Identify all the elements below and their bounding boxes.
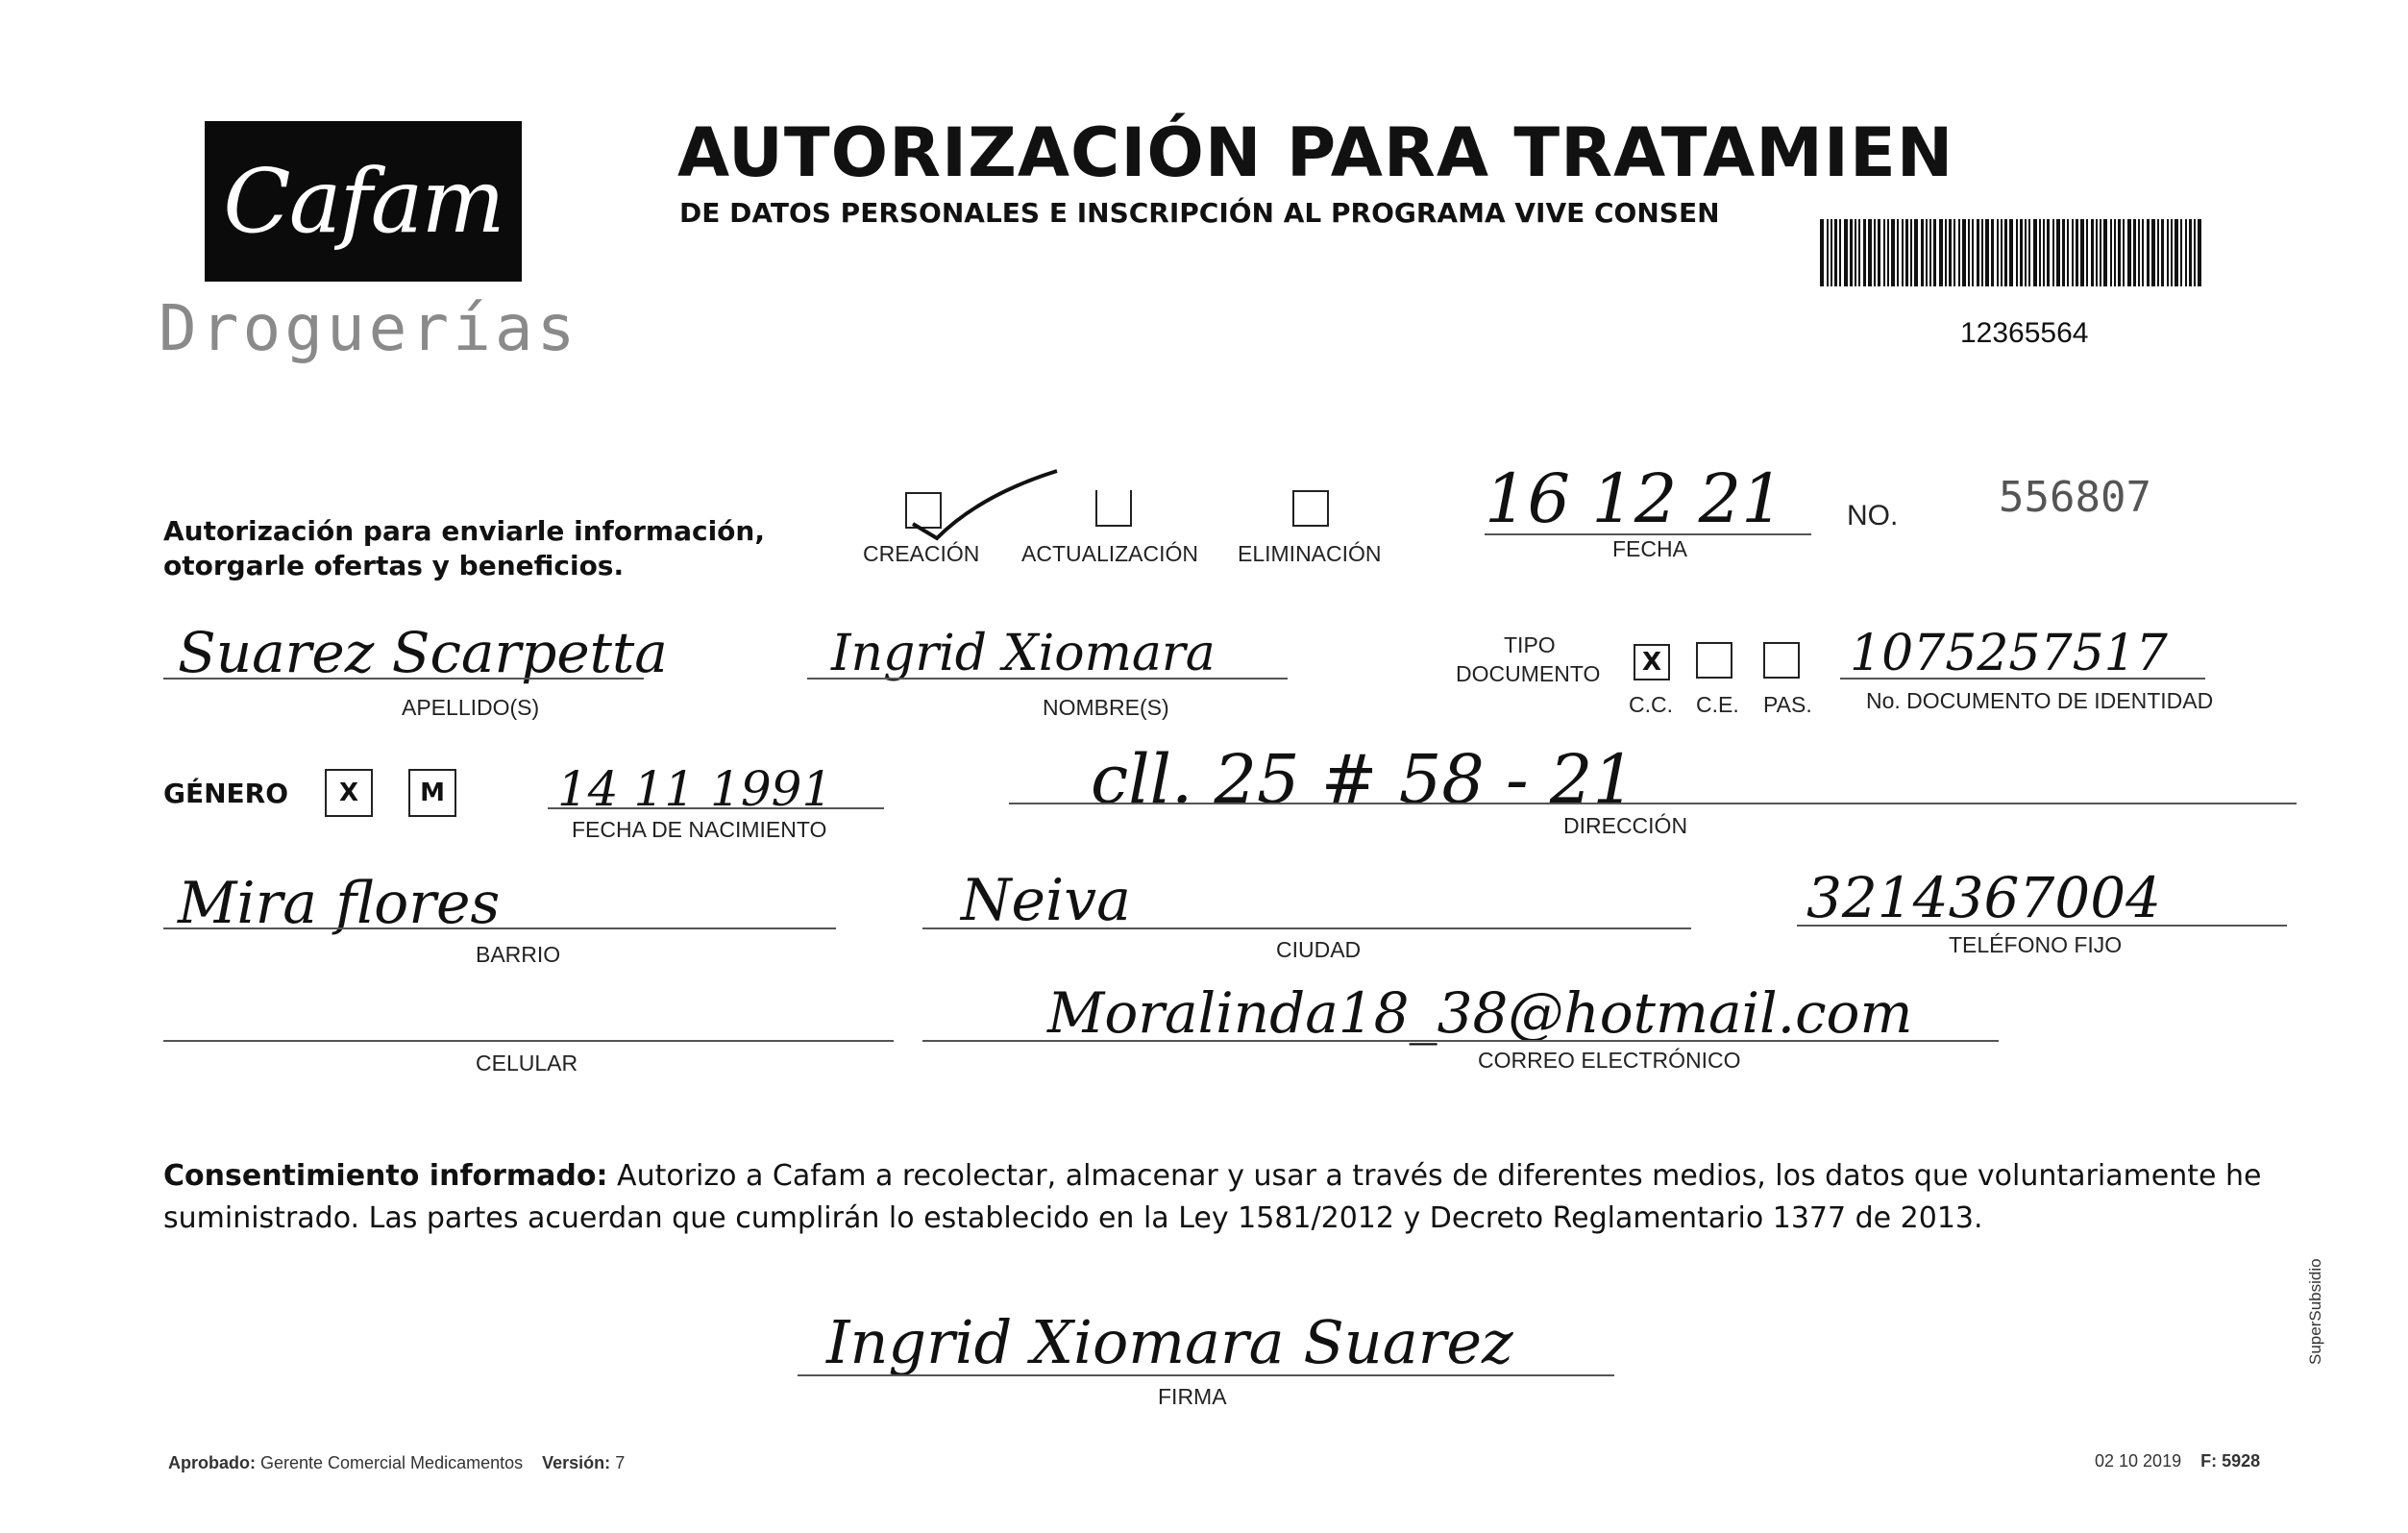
update-checkbox[interactable]: [1095, 490, 1132, 527]
gender-label: GÉNERO: [163, 778, 289, 809]
barcode-bar: [2091, 219, 2094, 286]
barcode-bar: [1985, 219, 1989, 286]
barcode-bar: [1858, 219, 1860, 286]
barcode-bar: [2020, 219, 2023, 286]
barcode-bar: [2118, 219, 2121, 286]
cell-label: CELULAR: [476, 1051, 578, 1076]
doc-number-value: 1075257517: [1850, 625, 2168, 682]
phone-label: TELÉFONO FIJO: [1949, 932, 2123, 957]
barcode-bar: [2180, 219, 2182, 286]
barcode-bar: [1874, 219, 1876, 286]
barcode-bar: [1827, 219, 1829, 286]
barcode-bar: [2016, 219, 2018, 286]
delete-label: ELIMINACIÓN: [1238, 541, 1382, 566]
barcode-bar: [2133, 219, 2136, 286]
form-title: AUTORIZACIÓN PARA TRATAMIEN: [677, 113, 1954, 192]
update-label: ACTUALIZACIÓN: [1021, 541, 1199, 566]
barcode-bar: [1968, 219, 1970, 286]
logo-text: Cafam: [223, 150, 504, 253]
barcode-bar: [1910, 219, 1912, 286]
brand-subtitle: Droguerías: [159, 291, 579, 365]
barcode-bar: [2080, 219, 2084, 286]
barcode-bar: [2056, 219, 2060, 286]
barcode-bar: [1929, 219, 1931, 286]
barcode-bar: [2110, 219, 2112, 286]
barcode-bar: [2009, 219, 2013, 286]
barcode-bar: [1850, 219, 1853, 286]
phone-line: [1797, 925, 2287, 927]
name-line: [807, 678, 1288, 680]
barcode-bar: [1844, 219, 1848, 286]
barcode-bar: [2167, 219, 2169, 286]
barcode-bar: [2157, 219, 2159, 286]
barcode-bar: [2086, 219, 2088, 286]
barcode-number: 12365564: [1960, 317, 2089, 349]
barcode-bar: [1831, 219, 1832, 286]
barcode-bar: [1820, 219, 1824, 286]
barcode-bar: [1972, 219, 1974, 286]
barcode-bar: [1945, 219, 1947, 286]
approved-value: Gerente Comercial Medicamentos: [260, 1453, 524, 1472]
barcode: [1818, 219, 2202, 286]
barcode-bar: [2127, 219, 2131, 286]
name-label: NOMBRE(S): [1043, 695, 1169, 720]
barcode-bar: [1997, 219, 1999, 286]
barcode-bar: [1962, 219, 1966, 286]
date-value: 16 12 21: [1485, 459, 1784, 538]
form-subtitle: DE DATOS PERSONALES E INSCRIPCIÓN AL PROGRAMA VIVE CONSEN: [679, 197, 1720, 229]
consent-paragraph: [163, 1155, 2287, 1240]
date-label: FECHA: [1612, 536, 1687, 561]
barcode-bar: [2194, 219, 2196, 286]
signature-value: Ingrid Xiomara Suarez: [826, 1307, 1513, 1377]
barcode-bar: [1897, 219, 1899, 286]
barcode-bar: [2123, 219, 2125, 286]
doc-number-line: [1840, 678, 2205, 680]
signature-label: FIRMA: [1158, 1384, 1227, 1409]
barcode-bar: [2039, 219, 2041, 286]
supersubsidio-mark: SuperSubsidio: [2306, 1258, 2324, 1365]
barcode-bar: [1933, 219, 1936, 286]
barcode-bar: [2185, 219, 2187, 286]
check-mark-icon: [894, 466, 1067, 543]
barcode-bar: [2072, 219, 2074, 286]
doc-type-label-1: TIPO: [1504, 632, 1556, 657]
approved-label: Aprobado:: [168, 1453, 256, 1472]
barcode-bar: [2175, 219, 2178, 286]
doc-pas-label: PAS.: [1763, 692, 1812, 717]
date-code: 02 10 2019: [2095, 1451, 2182, 1471]
barrio-label: BARRIO: [476, 942, 561, 967]
barcode-bar: [1868, 219, 1872, 286]
address-label: DIRECCIÓN: [1563, 813, 1688, 838]
barcode-bar: [2198, 219, 2201, 286]
phone-value: 3214367004: [1806, 865, 2162, 930]
barcode-bar: [1887, 219, 1889, 286]
barcode-bar: [1953, 219, 1955, 286]
barrio-line: [163, 927, 836, 929]
city-label: CIUDAD: [1276, 937, 1362, 962]
city-line: [922, 927, 1691, 929]
barcode-bar: [1926, 219, 1928, 286]
barcode-bar: [2052, 219, 2054, 286]
barcode-bar: [1914, 219, 1918, 286]
delete-checkbox[interactable]: [1292, 490, 1329, 527]
barcode-bar: [2004, 219, 2007, 286]
barcode-bar: [1839, 219, 1841, 286]
barcode-bar: [1991, 219, 1994, 286]
barcode-bar: [1977, 219, 1979, 286]
birth-date-label: FECHA DE NACIMIENTO: [572, 817, 827, 842]
doc-ce-label: C.E.: [1696, 692, 1739, 717]
barcode-bar: [2067, 219, 2069, 286]
city-value: Neiva: [961, 867, 1131, 934]
barcode-bar: [2001, 219, 2003, 286]
barcode-bar: [1981, 219, 1983, 286]
barcode-bar: [2151, 219, 2155, 286]
barcode-bar: [2028, 219, 2030, 286]
barcode-bar: [2161, 219, 2164, 286]
barcode-bar: [2100, 219, 2101, 286]
address-line: [1009, 803, 2297, 804]
barcode-bar: [1878, 219, 1880, 286]
doc-ce-checkbox[interactable]: [1696, 642, 1732, 679]
barcode-bar: [1855, 219, 1856, 286]
barcode-bar: [1863, 219, 1866, 286]
barcode-bar: [1834, 219, 1837, 286]
barcode-bar: [2096, 219, 2098, 286]
birth-date-value: 14 11 1991: [557, 761, 833, 817]
barcode-bar: [1949, 219, 1952, 286]
gender-m-checkbox[interactable]: M: [408, 769, 456, 817]
barcode-bar: [2138, 219, 2140, 286]
authorization-line-2: otorgarle ofertas y beneficios.: [163, 550, 625, 581]
birth-date-line: [548, 807, 884, 809]
email-value: Moralinda18_38@hotmail.com: [1047, 980, 1913, 1046]
surname-line: [163, 678, 644, 680]
barcode-bar: [2114, 219, 2116, 286]
barcode-bar: [1883, 219, 1885, 286]
footer-codes: [2095, 1451, 2260, 1471]
barcode-bar: [1921, 219, 1924, 286]
email-line: [922, 1040, 1999, 1042]
doc-cc-label: C.C.: [1629, 692, 1673, 717]
barcode-bar: [2171, 219, 2173, 286]
doc-cc-checkbox[interactable]: X: [1634, 644, 1670, 680]
signature-line: [798, 1374, 1614, 1376]
gender-f-checkbox[interactable]: X: [325, 769, 373, 817]
barcode-bar: [2025, 219, 2027, 286]
doc-number-label: No. DOCUMENTO DE IDENTIDAD: [1866, 688, 2214, 713]
surname-label: APELLIDO(S): [402, 695, 540, 720]
barcode-bar: [2189, 219, 2192, 286]
barcode-bar: [2103, 219, 2107, 286]
footer-approved: [168, 1453, 625, 1473]
barcode-bar: [2062, 219, 2065, 286]
barcode-bar: [1939, 219, 1943, 286]
consent-heading: Consentimiento informado:: [163, 1159, 608, 1193]
version-label: Versión:: [542, 1453, 611, 1472]
email-label: CORREO ELECTRÓNICO: [1478, 1048, 1741, 1073]
cell-line: [163, 1040, 894, 1042]
form-number: 556807: [1999, 473, 2151, 522]
surname-value: Suarez Scarpetta: [178, 620, 668, 685]
barcode-bar: [1902, 219, 1904, 286]
barcode-bar: [2033, 219, 2037, 286]
barcode-bar: [2076, 219, 2078, 286]
barcode-bar: [1891, 219, 1895, 286]
authorization-line-1: Autorización para enviarle información,: [163, 515, 765, 547]
creation-label: CREACIÓN: [863, 541, 980, 566]
authorization-text: [163, 514, 765, 583]
barcode-bar: [2147, 219, 2150, 286]
barrio-value: Mira flores: [178, 870, 501, 937]
barcode-bar: [2142, 219, 2144, 286]
doc-type-label-2: DOCUMENTO: [1456, 661, 1601, 686]
doc-pas-checkbox[interactable]: [1763, 642, 1800, 679]
date-underline: [1485, 533, 1811, 535]
version-value: 7: [615, 1453, 626, 1472]
cafam-logo: [205, 121, 522, 282]
number-label: NO.: [1847, 500, 1899, 532]
barcode-bar: [2047, 219, 2050, 286]
barcode-bar: [2043, 219, 2045, 286]
form-code: F: 5928: [2200, 1451, 2261, 1471]
barcode-bar: [1905, 219, 1908, 286]
consent-body: Autorizo a Cafam a recolectar, almacenar y usar a través de diferentes medios, los datos que voluntariamente he suministrado. Las partes acuerdan que cumplirán lo establecido en la Ley 1581/2012 y Decreto Reglamentario 1377 de 2013.: [163, 1159, 2262, 1235]
name-value: Ingrid Xiomara: [831, 625, 1216, 682]
address-value: cll. 25 # 58 - 21: [1091, 740, 1636, 819]
barcode-bar: [1958, 219, 1960, 286]
